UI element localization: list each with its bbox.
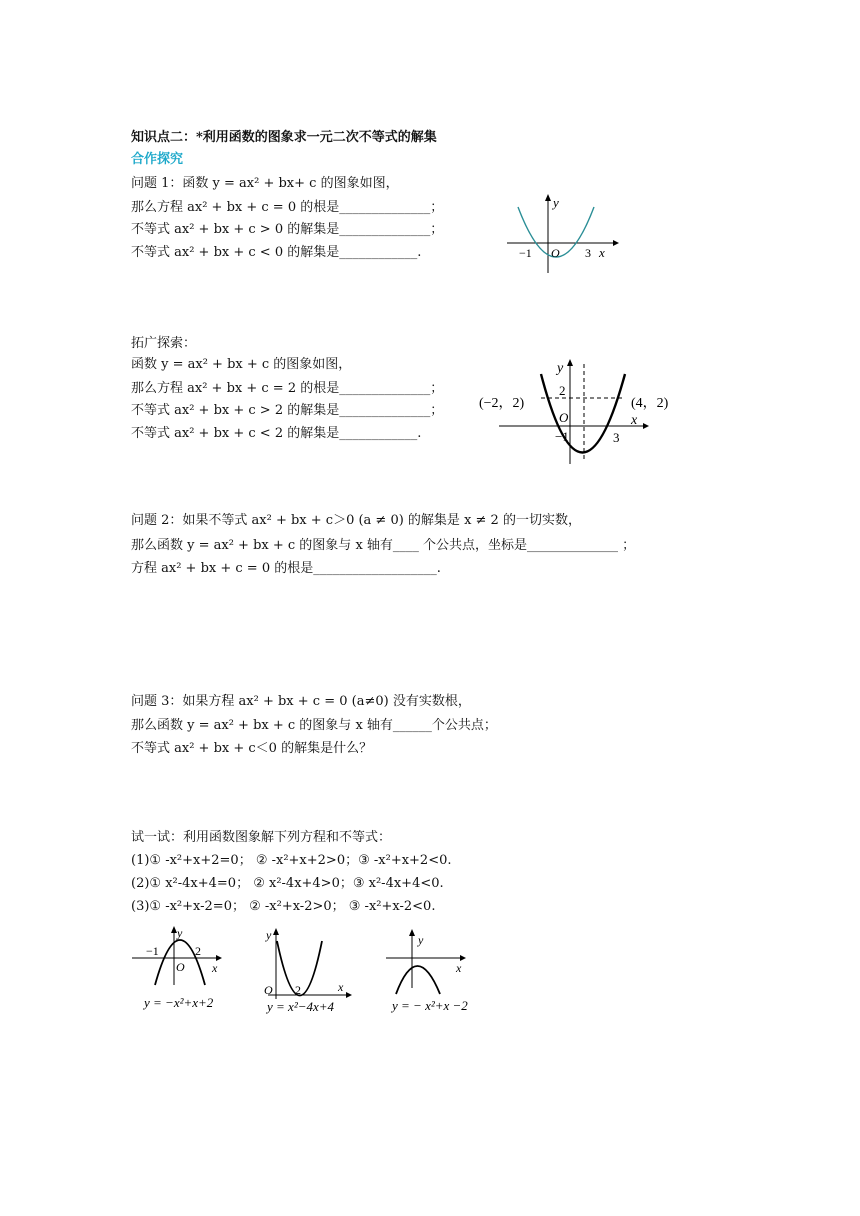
x-axis-label: x — [338, 980, 344, 994]
y-axis-label: y — [177, 926, 183, 940]
q1-line: 问题 1：函数 y = ax² + bx+ c 的图象如图， — [131, 176, 399, 191]
ext-line: 拓广探索： — [131, 336, 197, 351]
origin-label: O — [176, 960, 185, 974]
q3-line: 不等式 ax² + bx + c＜0 的解集是什么？ — [131, 741, 373, 756]
extension-parabola-graph — [475, 354, 685, 469]
try-line: (3)① -x²+x-2=0； ② -x²+x-2>0； ③ -x²+x-2<0. — [131, 899, 436, 914]
y-axis-label: y — [418, 933, 424, 947]
try-line: (2)① x²-4x+4=0； ② x²-4x+4>0；③ x²-4x+4<0. — [131, 876, 444, 891]
point-label-left: (−2，2) — [479, 396, 525, 411]
x-tick-3: 3 — [613, 430, 620, 445]
q1-line: 不等式 ax² + bx + c < 0 的解集是____________. — [131, 245, 422, 260]
q2-line: 方程 ax² + bx + c = 0 的根是___________________. — [131, 561, 441, 576]
tick-2: 2 — [195, 944, 201, 958]
q3-line: 问题 3：如果方程 ax² + bx + c = 0 (a≠0) 没有实数根， — [131, 694, 471, 709]
q3-line: 那么函数 y = ax² + bx + c 的图象与 x 轴有______个公共点； — [131, 718, 497, 733]
section-heading: 知识点二：*利用函数的图象求一元二次不等式的解集 — [131, 130, 437, 145]
root-label-left: −1 — [519, 246, 532, 260]
x-tick-neg1: −1 — [555, 429, 569, 444]
graph-caption: y = − x²+x −2 — [392, 998, 468, 1013]
q2-line: 问题 2：如果不等式 ax² + bx + c＞0 (a ≠ 0) 的解集是 x ≠ 2 的一切实数， — [131, 513, 581, 528]
x-axis-label: x — [212, 961, 218, 975]
origin-label: O — [559, 410, 569, 425]
x-axis-label: x — [456, 961, 462, 975]
tick-neg1: −1 — [146, 944, 159, 958]
point-label-right: (4，2) — [631, 396, 669, 411]
q1-parabola-graph — [505, 193, 620, 278]
try-graph-2 — [258, 925, 358, 1017]
origin-label: O — [551, 246, 560, 260]
try-graph-3 — [384, 928, 496, 1020]
try-line: 试一试：利用函数图象解下列方程和不等式： — [131, 830, 392, 845]
y-axis-label: y — [557, 361, 564, 376]
x-axis-label: x — [631, 413, 638, 428]
q1-line: 那么方程 ax² + bx + c = 0 的根是______________； — [131, 200, 444, 215]
ext-line: 不等式 ax² + bx + c < 2 的解集是____________. — [131, 426, 422, 441]
try-line: (1)① -x²+x+2=0； ② -x²+x+2>0；③ -x²+x+2<0. — [131, 853, 452, 868]
graph-caption: y = −x²+x+2 — [144, 995, 214, 1010]
q2-line: 那么函数 y = ax² + bx + c 的图象与 x 轴有____ 个公共点，坐标是______________ ； — [131, 538, 636, 553]
x-axis-label: x — [599, 245, 605, 260]
graph-caption: y = x²−4x+4 — [267, 999, 335, 1014]
ext-line: 那么方程 ax² + bx + c = 2 的根是______________； — [131, 381, 444, 396]
section-subheading: 合作探究 — [131, 152, 184, 167]
y-axis-label: y — [553, 195, 559, 210]
try-graph-1 — [130, 925, 242, 1017]
ext-line: 函数 y = ax² + bx + c 的图象如图， — [131, 357, 352, 372]
ext-line: 不等式 ax² + bx + c > 2 的解集是______________； — [131, 403, 444, 418]
origin-label: O — [264, 983, 273, 997]
q1-line: 不等式 ax² + bx + c > 0 的解集是______________； — [131, 222, 444, 237]
y-tick-2: 2 — [559, 383, 566, 398]
tick-2: 2 — [295, 983, 301, 997]
root-label-right: 3 — [585, 246, 591, 260]
parabola-curve — [396, 966, 440, 994]
y-axis-label: y — [266, 928, 272, 942]
